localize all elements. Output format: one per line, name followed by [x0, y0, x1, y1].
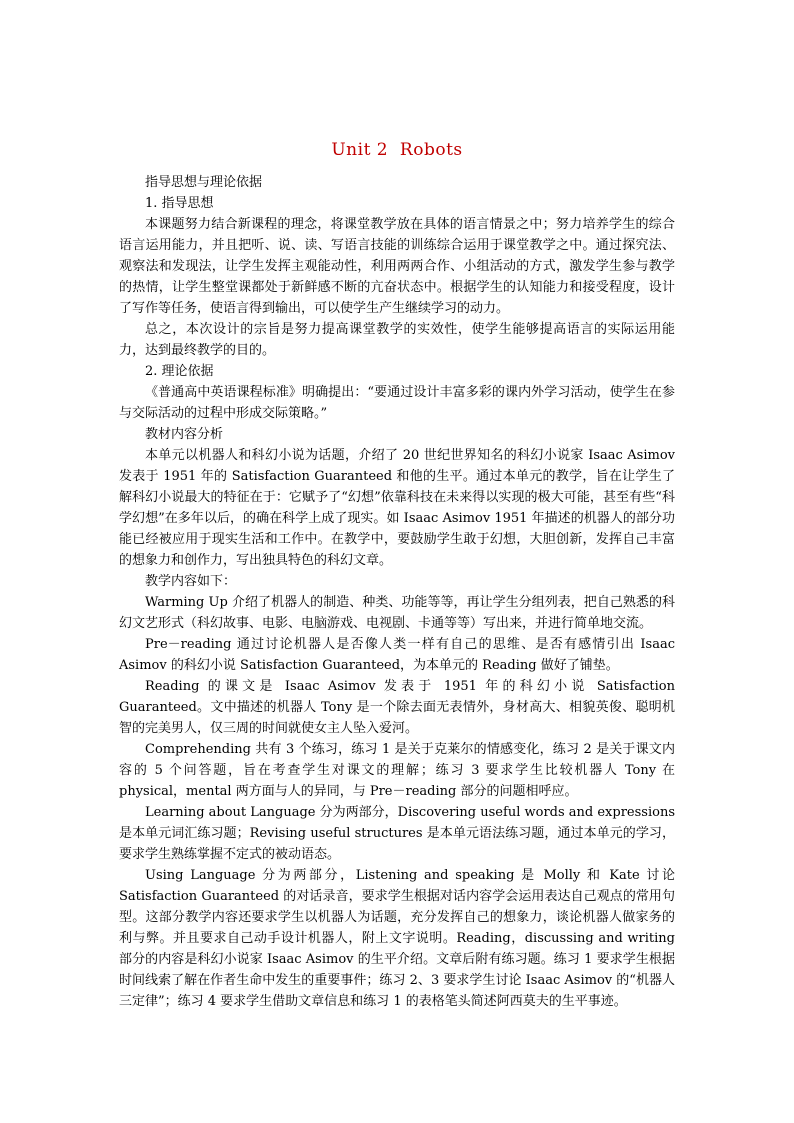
paragraph-learning-about-language: Learning about Language 分为两部分，Discovering useful words and expressions 是本单元词汇练习题；Revising useful structures 是本单元语法练习题，通过本单元的学习，要求学生熟练掌握不定式的被动语态。 [119, 805, 675, 862]
paragraph-guiding-thought: 本课题努力结合新课程的理念，将课堂教学放在具体的语言情景之中；努力培养学生的综合语言运用能力，并且把听、说、读、写语言技能的训练综合运用于课堂教学之中。通过探究法、观察法和发现法，让学生发挥主观能动性，利用两两合作、小组活动的方式，激发学生参与教学的热情，让学生整堂课都处于新鲜感不断的亢奋状态中。根据学生的认知能力和接受程度，设计了写作等任务，使语言得到输出，可以使学生产生继续学习的动力。 [119, 217, 675, 316]
section-heading-guiding-ideas: 指导思想与理论依据 [145, 175, 263, 190]
paragraph-summary: 总之，本次设计的宗旨是努力提高课堂教学的实效性，使学生能够提高语言的实际运用能力，达到最终教学的目的。 [119, 322, 675, 358]
paragraph-pre-reading: Pre－reading 通过讨论机器人是否像人类一样有自己的思维、是否有感情引出 Isaac Asimov 的科幻小说 Satisfaction Guaranteed，为本单元的 Reading 做好了铺垫。 [119, 637, 675, 673]
section-heading-content-analysis: 教材内容分析 [145, 427, 224, 442]
paragraph-curriculum-standard: 《普通高中英语课程标准》明确提出：“要通过设计丰富多彩的课内外学习活动，使学生在参与交际活动的过程中形成交际策略。” [119, 385, 675, 421]
subheading-theory-basis: 2. 理论依据 [145, 364, 214, 379]
paragraph-content-intro: 教学内容如下： [145, 574, 237, 589]
paragraph-unit-overview: 本单元以机器人和科幻小说为话题，介绍了 20 世纪世界知名的科幻小说家 Isaac Asimov 发表于 1951 年的 Satisfaction Guaranteed 和他的生平。通过本单元的教学，旨在让学生了解科幻小说最大的特征在于：它赋予了“幻想”依靠科技在未来得以实现的极大可能，甚至有些“科学幻想”在多年以后，的确在科学上成了现实。如 Isaac Asimov 1951 年描述的机器人的部分功能已经被应用于现实生活和工作中。在教学中，要鼓励学生敢于幻想，大胆创新，发挥自己丰富的想象力和创作力，写出独具特色的科幻文章。 [119, 448, 675, 568]
paragraph-reading: Reading 的课文是 Isaac Asimov 发表于 1951 年的科幻小说 Satisfaction Guaranteed。文中描述的机器人 Tony 是一个除去面无表情外，身材高大、相貌英俊、聪明机智的完美男人，仅三周的时间就使女主人坠入爱河。 [119, 679, 675, 736]
document-body [119, 172, 675, 1012]
paragraph-comprehending: Comprehending 共有 3 个练习，练习 1 是关于克莱尔的情感变化，练习 2 是关于课文内容的 5 个问答题，旨在考查学生对课文的理解；练习 3 要求学生比较机器人 Tony 在 physical，mental 两方面与人的异同，与 Pre－reading 部分的问题相呼应。 [119, 742, 675, 799]
paragraph-warming-up: Warming Up 介绍了机器人的制造、种类、功能等等，再让学生分组列表，把自己熟悉的科幻文艺形式（科幻故事、电影、电脑游戏、电视剧、卡通等等）写出来，并进行简单地交流。 [119, 595, 675, 631]
paragraph-using-language: Using Language 分为两部分，Listening and speaking 是 Molly 和 Kate 讨论 Satisfaction Guaranteed 的对话录音，要求学生根据对话内容学会运用表达自己观点的常用句型。这部分教学内容还要求学生以机器人为话题，充分发挥自己的想象力，谈论机器人做家务的利与弊。并且要求自己动手设计机器人，附上文字说明。Reading，discussing and writing 部分的内容是科幻小说家 Isaac Asimov 的生平介绍。文章后附有练习题。练习 1 要求学生根据时间线索了解在作者生命中发生的重要事件；练习 2、3 要求学生讨论 Isaac Asimov 的“机器人三定律”；练习 4 要求学生借助文章信息和练习 1 的表格笔头简述阿西莫夫的生平事迹。 [119, 868, 675, 1009]
subheading-guiding-thought: 1. 指导思想 [145, 196, 214, 211]
page-title: Unit 2 Robots [331, 140, 463, 160]
